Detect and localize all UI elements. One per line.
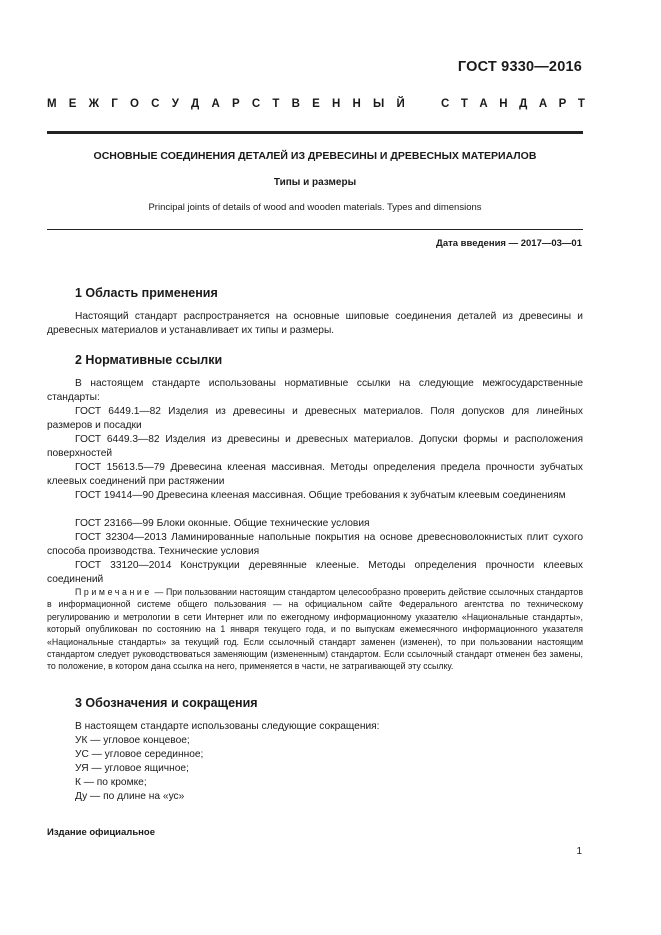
banner-letter: Н [352, 98, 361, 110]
section-3-heading: 3 Обозначения и сокращения [75, 696, 258, 710]
abbreviation-item: УЯ — угловое ящичное; [75, 763, 189, 774]
document-title: ОСНОВНЫЕ СОЕДИНЕНИЯ ДЕТАЛЕЙ ИЗ ДРЕВЕСИНЫ И ДРЕВЕСНЫХ МАТЕРИАЛОВ [93, 150, 537, 162]
section-3-intro: В настоящем стандарте использованы следующие сокращения: [75, 721, 380, 732]
banner-letter: Н [499, 98, 508, 110]
banner-letter: А [211, 98, 220, 110]
banner-letter: А [538, 98, 548, 110]
interstate-word-1 [47, 98, 405, 110]
reference-item: ГОСТ 33120—2014 Конструкции деревянные клееные. Методы определения прочности клеевых соединений [47, 560, 583, 586]
title-divider [47, 229, 583, 230]
section-1-text: Настоящий стандарт распространяется на основные шиповые соединения деталей из древесины и древесных материалов и устанавливает их типы и размеры. [47, 311, 583, 337]
section-2-intro: В настоящем стандарте использованы нормативные ссылки на следующие межгосударственные стандарты: [47, 378, 583, 404]
banner-letter: Г [111, 98, 118, 110]
interstate-standard-banner [47, 98, 585, 110]
banner-letter: Р [231, 98, 240, 110]
banner-letter: Ж [88, 98, 100, 110]
document-subtitle: Типы и размеры [273, 177, 357, 188]
banner-letter: Д [191, 98, 200, 110]
page-number: 1 [576, 846, 582, 857]
reference-item: ГОСТ 32304—2013 Ламинированные напольные покрытия на основе древесноволокнистых плит сухого способа производства. Технические условия [47, 532, 583, 558]
gost-number: ГОСТ 9330—2016 [457, 59, 582, 75]
reference-item: ГОСТ 23166—99 Блоки оконные. Общие технические условия [75, 518, 370, 529]
banner-letter: А [479, 98, 488, 110]
banner-letter: Ы [373, 98, 385, 110]
banner-letter: Д [519, 98, 528, 110]
banner-letter: В [291, 98, 300, 110]
banner-letter: Р [558, 98, 567, 110]
note-text: — При пользовании настоящим стандартом целесообразно проверить действие ссылочных стандартов в информационной системе общего пользования — на официальном сайте Федерального агентства по техническому регулированию и метрологии в сети Интернет или по ежегодному информационному указателю «Национальные стандарты», который опубликован по состоянию на 1 января текущего года, и по выпускам ежемесячного информационного указателя «Национальные стандарты» за текущий год. Если ссылочный стандарт заменен (изменен), то при пользовании настоящим стандартом следует руководствоваться заменяющим (измененным) стандартом. Если ссылочный стандарт отменен без замены, то положение, в котором дана ссылка на него, применяется в части, не затрагивающей эту ссылку. [47, 587, 583, 672]
interstate-word-2 [441, 98, 585, 110]
banner-letter: Н [331, 98, 341, 110]
section-1-heading: 1 Область применения [75, 286, 218, 300]
banner-letter: Т [577, 98, 585, 110]
banner-letter: Е [312, 98, 320, 110]
banner-letter: Й [396, 98, 405, 110]
reference-item: ГОСТ 19414—90 Древесина клееная массивная. Общие требования к зубчатым клеевым соединениям [75, 490, 566, 501]
reference-item: ГОСТ 15613.5—79 Древесина клееная массивная. Методы определения предела прочности зубчатых клеевых соединений при растяжении [47, 462, 583, 488]
section-2-heading: 2 Нормативные ссылки [75, 353, 223, 367]
reference-item: ГОСТ 6449.1—82 Изделия из древесины и древесных материалов. Поля допусков для линейных размеров и посадки [47, 406, 583, 432]
banner-letter: Е [68, 98, 77, 110]
banner-letter: У [171, 98, 179, 110]
abbreviation-item: УК — угловое концевое; [75, 735, 190, 746]
english-title: Principal joints of details of wood and wooden materials. Types and dimensions [148, 202, 482, 213]
introduction-date: Дата введения — 2017—03—01 [436, 238, 582, 249]
abbreviation-item: Ду — по длине на «ус» [75, 791, 185, 802]
banner-letter: М [47, 98, 57, 110]
banner-letter: О [130, 98, 139, 110]
reference-item: ГОСТ 6449.3—82 Изделия из древесины и древесных материалов. Допуски формы и расположения поверхностей [47, 434, 583, 460]
banner-letter: Т [460, 98, 468, 110]
banner-letter: С [251, 98, 261, 110]
abbreviation-item: УС — угловое серединное; [75, 749, 204, 760]
reference-note [47, 586, 583, 673]
official-edition-label: Издание официальное [47, 827, 155, 838]
banner-letter: С [151, 98, 160, 110]
note-label: Примечание [75, 587, 152, 597]
top-divider [47, 131, 583, 134]
abbreviation-item: К — по кромке; [75, 777, 147, 788]
banner-letter: Т [272, 98, 280, 110]
banner-letter: С [441, 98, 450, 110]
